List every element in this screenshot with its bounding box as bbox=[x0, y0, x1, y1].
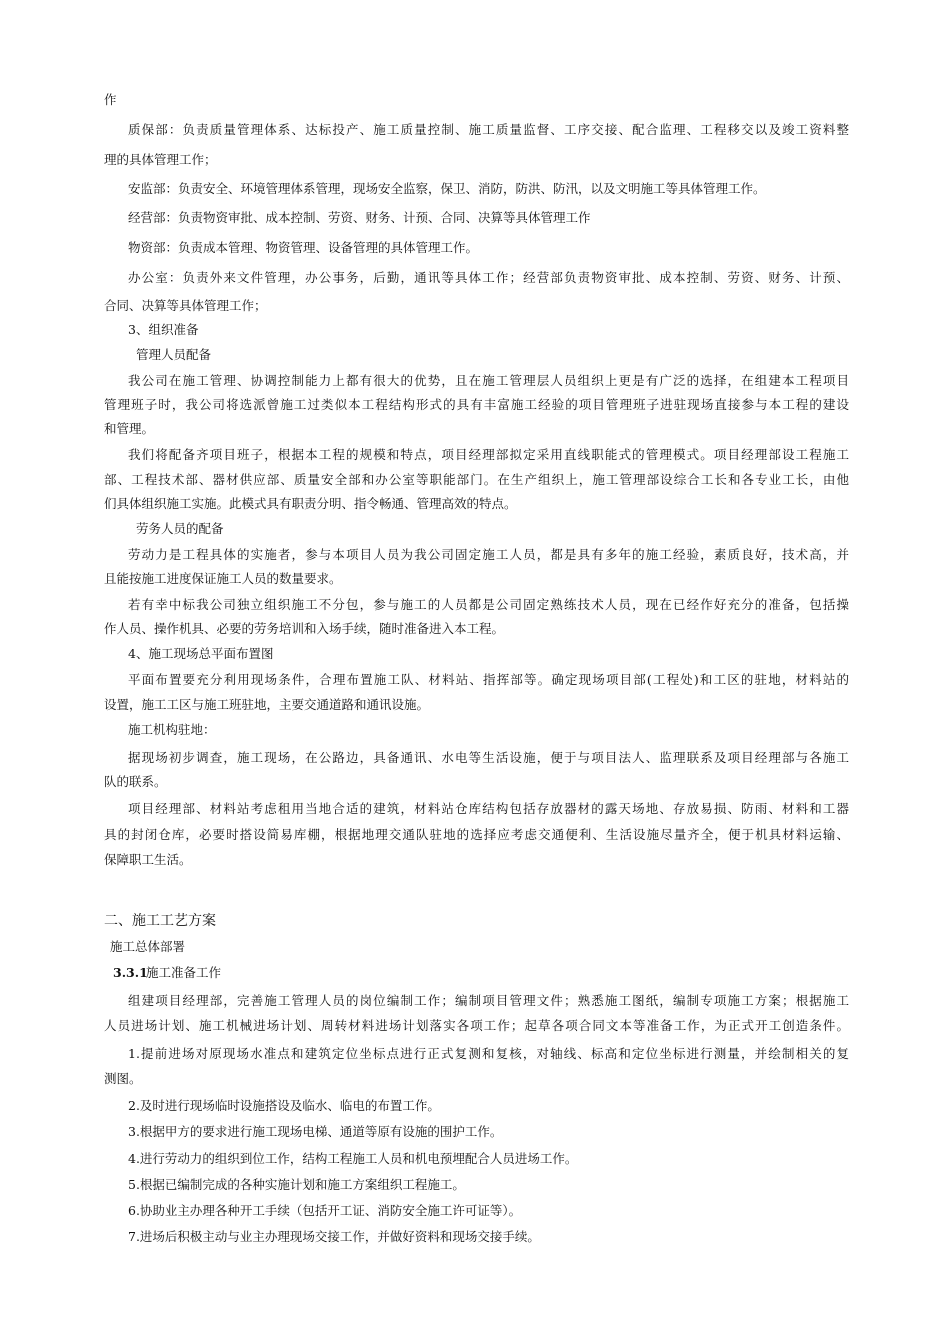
sub-heading: 管理人员配备 bbox=[136, 347, 212, 362]
text-line: 组建项目经理部，完善施工管理人员的岗位编制工作；编制项目管理文件；熟悉施工图纸，编制专项施工方案；根据施工 bbox=[128, 993, 849, 1008]
text-line: 们具体组织施工实施。此模式具有职责分明、指令畅通、管理高效的特点。 bbox=[104, 496, 517, 511]
text-line: 平面布置要充分利用现场条件，合理布置施工队、材料站、指挥部等。确定现场项目部(工程处)和工区的驻地，材料站的 bbox=[128, 672, 849, 687]
text-line: 经营部：负责物资审批、成本控制、劳资、财务、计预、合同、决算等具体管理工作 bbox=[128, 210, 591, 225]
text-line: 部、工程技术部、器材供应部、质量安全部和办公室等职能部门。在生产组织上，施工管理部设综合工长和各专业工长，由他 bbox=[104, 472, 849, 487]
text-line: 项目经理部、材料站考虑租用当地合适的建筑，材料站仓库结构包括存放器材的露天场地、存放易损、防雨、材料和工器 bbox=[128, 801, 849, 816]
chapter-heading: 二、施工工艺方案 bbox=[104, 913, 216, 929]
text-line: 我公司在施工管理、协调控制能力上都有很大的优势，且在施工管理层人员组织上更是有广泛的选择，在组建本工程项目 bbox=[128, 373, 849, 388]
section-heading: 3、组织准备 bbox=[128, 322, 199, 337]
text-line: 测图。 bbox=[104, 1071, 142, 1086]
list-item: 7.进场后积极主动与业主办理现场交接工作，并做好资料和现场交接手续。 bbox=[128, 1229, 540, 1244]
list-item: 3.根据甲方的要求进行施工现场电梯、通道等原有设施的围护工作。 bbox=[128, 1124, 503, 1139]
text-line: 1.提前进场对原现场水准点和建筑定位坐标点进行正式复测和复核，对轴线、标高和定位坐标进行测量，并绘制相关的复 bbox=[128, 1046, 849, 1061]
text-line: 我们将配备齐项目班子，根据本工程的规模和特点，项目经理部拟定采用直线职能式的管理模式。项目经理部设工程施工 bbox=[128, 447, 849, 462]
text-line: 保障职工生活。 bbox=[104, 852, 192, 867]
text-line: 办公室：负责外来文件管理，办公事务，后勤，通讯等具体工作；经营部负责物资审批、成本控制、劳资、财务、计预、 bbox=[128, 270, 849, 285]
text-line: 作 bbox=[104, 92, 117, 107]
sub-heading: 施工总体部署 bbox=[110, 939, 186, 954]
list-item: 4.进行劳动力的组织到位工作，结构工程施工人员和机电预埋配合人员进场工作。 bbox=[128, 1151, 578, 1166]
text-line: 合同、决算等具体管理工作； bbox=[104, 298, 267, 313]
sub-heading: 劳务人员的配备 bbox=[136, 521, 224, 536]
section-title: 施工准备工作 bbox=[146, 965, 222, 980]
text-line: 队的联系。 bbox=[104, 774, 167, 789]
text-line: 设置，施工工区与施工班驻地，主要交通道路和通讯设施。 bbox=[104, 697, 430, 712]
list-item: 5.根据已编制完成的各种实施计划和施工方案组织工程施工。 bbox=[128, 1177, 465, 1192]
text-line: 若有幸中标我公司独立组织施工不分包，参与施工的人员都是公司固定熟练技术人员，现在已经作好充分的准备，包括操 bbox=[128, 597, 849, 612]
section-number: 3.3.1 bbox=[113, 965, 148, 980]
text-line: 安监部：负责安全、环境管理体系管理，现场安全监察，保卫、消防，防洪、防汛，以及文明施工等具体管理工作。 bbox=[128, 181, 766, 196]
text-line: 施工机构驻地： bbox=[128, 722, 216, 737]
text-line: 理的具体管理工作； bbox=[104, 152, 217, 167]
text-line: 且能按施工进度保证施工人员的数量要求。 bbox=[104, 571, 342, 586]
section-heading: 4、施工现场总平面布置图 bbox=[128, 646, 274, 661]
text-line: 具的封闭仓库，必要时搭设简易库棚，根据地理交通队驻地的选择应考虑交通便利、生活设施尽量齐全，便于机具材料运输、 bbox=[104, 827, 849, 842]
list-item: 6.协助业主办理各种开工手续（包括开工证、消防安全施工许可证等）。 bbox=[128, 1203, 522, 1218]
text-line: 管理班子时，我公司将选派曾施工过类似本工程结构形式的具有丰富施工经验的项目管理班子进驻现场直接参与本工程的建设 bbox=[104, 397, 849, 412]
list-item: 2.及时进行现场临时设施搭设及临水、临电的布置工作。 bbox=[128, 1098, 440, 1113]
text-line: 和管理。 bbox=[104, 421, 155, 436]
text-line: 物资部：负责成本管理、物资管理、设备管理的具体管理工作。 bbox=[128, 240, 479, 255]
text-line: 劳动力是工程具体的实施者，参与本项目人员为我公司固定施工人员，都是具有多年的施工经验，素质良好，技术高，并 bbox=[128, 547, 849, 562]
text-line: 人员进场计划、施工机械进场计划、周转材料进场计划落实各项工作；起草各项合同文本等准备工作，为正式开工创造条件。 bbox=[104, 1018, 849, 1033]
text-line: 质保部：负责质量管理体系、达标投产、施工质量控制、施工质量监督、工序交接、配合监理、工程移交以及竣工资料整 bbox=[128, 122, 849, 137]
text-line: 作人员、操作机具、必要的劳务培训和入场手续，随时准备进入本工程。 bbox=[104, 621, 505, 636]
text-line: 据现场初步调查，施工现场，在公路边，具备通讯、水电等生活设施，便于与项目法人、监理联系及项目经理部与各施工 bbox=[128, 750, 849, 765]
